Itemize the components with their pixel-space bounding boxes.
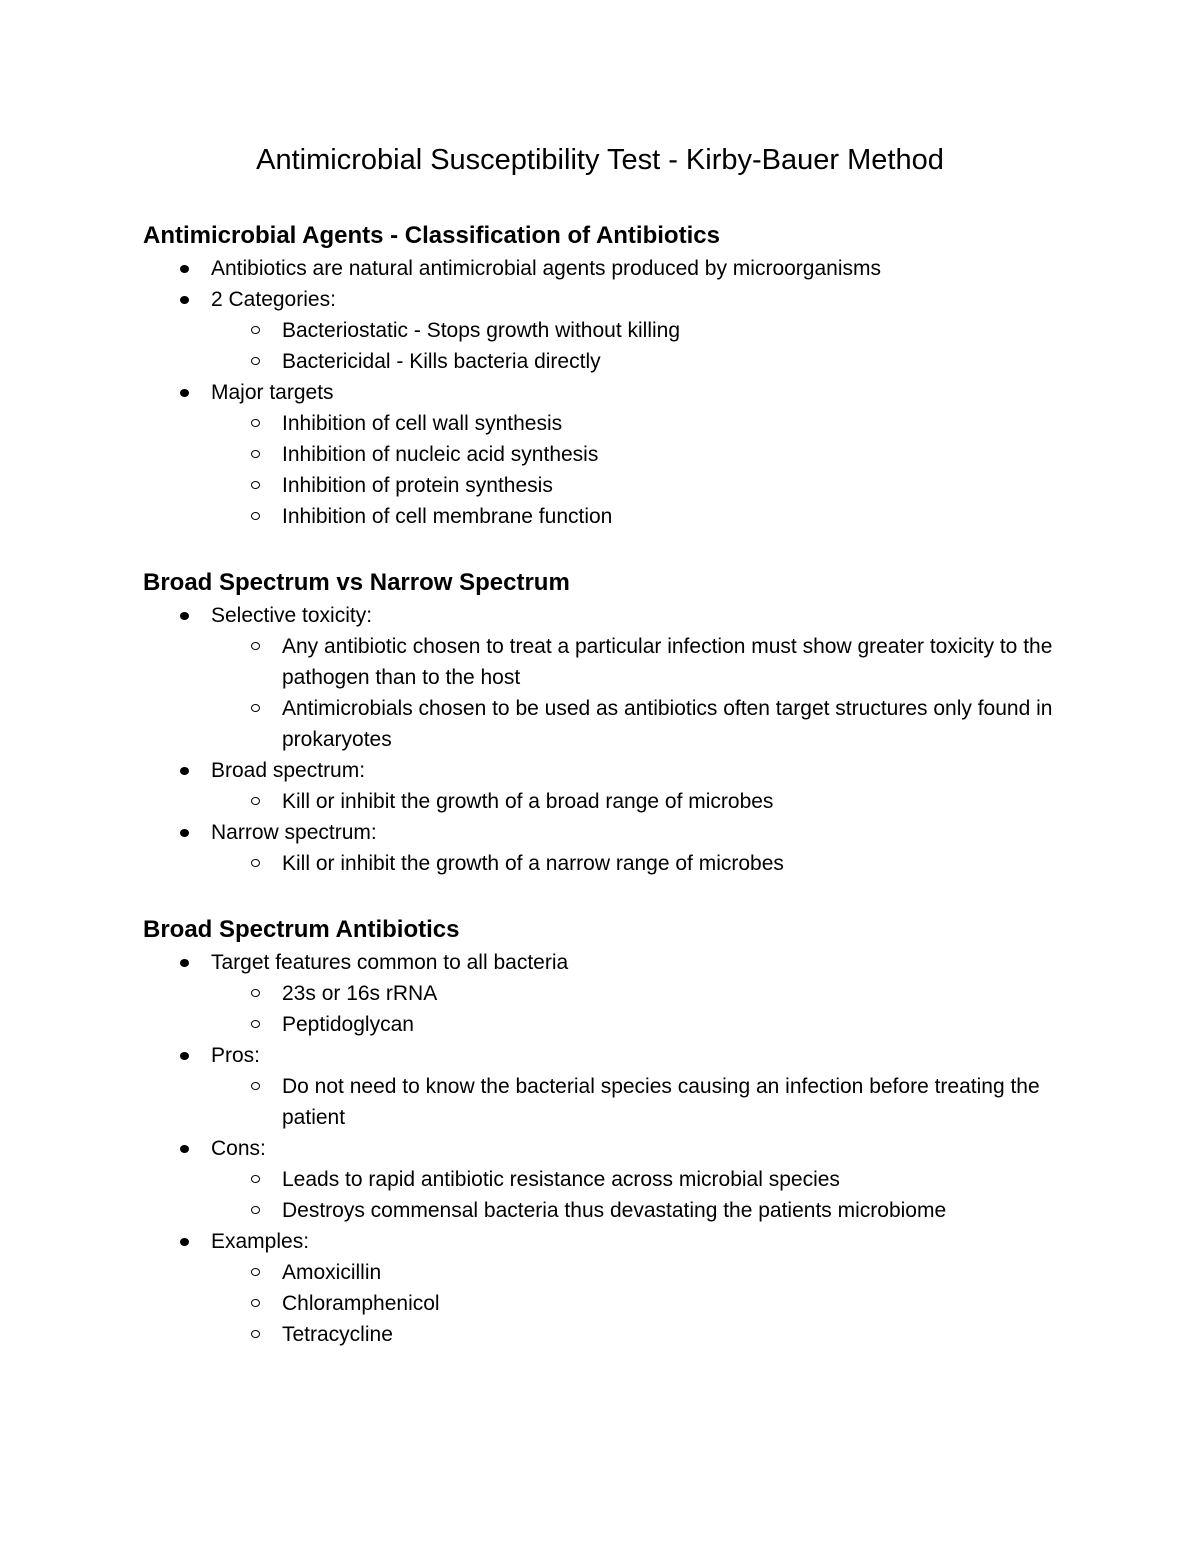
list-item-text: Antibiotics are natural antimicrobial agents produced by microorganisms <box>211 257 881 280</box>
section-heading: Broad Spectrum vs Narrow Spectrum <box>143 569 570 596</box>
sub-list-item <box>143 1195 1103 1226</box>
sub-list-item <box>143 1257 1103 1288</box>
hollow-bullet-icon <box>251 1020 260 1028</box>
filled-bullet-icon <box>180 767 189 775</box>
sub-list-item <box>143 1164 1103 1195</box>
section-heading: Broad Spectrum Antibiotics <box>143 916 460 943</box>
sub-list-item-text: Tetracycline <box>282 1323 393 1346</box>
filled-bullet-icon <box>180 1145 189 1153</box>
hollow-bullet-icon <box>251 642 260 650</box>
sub-list-item-text: Leads to rapid antibiotic resistance across microbial species <box>282 1168 840 1191</box>
hollow-bullet-icon <box>251 512 260 520</box>
list-item-text: Broad spectrum: <box>211 759 366 782</box>
sub-list <box>211 315 1103 377</box>
filled-bullet-icon <box>180 265 189 273</box>
hollow-bullet-icon <box>251 1082 260 1090</box>
list-item <box>143 1040 1103 1133</box>
sub-list-item <box>143 786 1103 817</box>
hollow-bullet-icon <box>251 326 260 334</box>
sub-list-item-text: Kill or inhibit the growth of a broad range of microbes <box>282 790 774 813</box>
hollow-bullet-icon <box>251 1175 260 1183</box>
sub-list-item-text: Any antibiotic chosen to treat a particular infection must show greater toxicity to the pathogen than to the host <box>282 635 1053 689</box>
list-item <box>143 377 1103 532</box>
sub-list <box>211 1071 1103 1133</box>
sub-list-item <box>143 1009 1103 1040</box>
sub-list-item <box>143 408 1103 439</box>
filled-bullet-icon <box>180 829 189 837</box>
document-title: Antimicrobial Susceptibility Test - Kirby-Bauer Method <box>256 144 944 176</box>
sub-list-item-text: Inhibition of nucleic acid synthesis <box>282 443 599 466</box>
filled-bullet-icon <box>180 959 189 967</box>
list-item-text: Pros: <box>211 1044 261 1067</box>
hollow-bullet-icon <box>251 859 260 867</box>
sub-list-item-text: Inhibition of cell wall synthesis <box>282 412 563 435</box>
bullet-list <box>143 947 1103 1350</box>
hollow-bullet-icon <box>251 989 260 997</box>
sub-list-item <box>143 439 1103 470</box>
sub-list-item <box>143 1288 1103 1319</box>
list-item <box>143 755 1103 817</box>
sub-list-item-text: Do not need to know the bacterial species causing an infection before treating the patient <box>282 1075 1040 1129</box>
hollow-bullet-icon <box>251 357 260 365</box>
hollow-bullet-icon <box>251 1299 260 1307</box>
list-item-text: Selective toxicity: <box>211 604 373 627</box>
sub-list-item <box>143 978 1103 1009</box>
sub-list-item-text: Inhibition of protein synthesis <box>282 474 553 497</box>
sub-list <box>211 786 1103 817</box>
filled-bullet-icon <box>180 612 189 620</box>
sub-list-item-text: Inhibition of cell membrane function <box>282 505 613 528</box>
section-spectrum-comparison <box>143 566 1103 879</box>
sub-list <box>211 848 1103 879</box>
filled-bullet-icon <box>180 296 189 304</box>
list-item <box>143 1133 1103 1226</box>
list-item <box>143 817 1103 879</box>
hollow-bullet-icon <box>251 704 260 712</box>
list-item-text: 2 Categories: <box>211 288 336 311</box>
list-item <box>143 1226 1103 1350</box>
filled-bullet-icon <box>180 389 189 397</box>
filled-bullet-icon <box>180 1238 189 1246</box>
sub-list-item-text: Amoxicillin <box>282 1261 382 1284</box>
sub-list <box>211 408 1103 532</box>
hollow-bullet-icon <box>251 419 260 427</box>
bullet-list <box>143 253 1103 532</box>
hollow-bullet-icon <box>251 1268 260 1276</box>
hollow-bullet-icon <box>251 797 260 805</box>
filled-bullet-icon <box>180 1052 189 1060</box>
list-item <box>143 947 1103 1040</box>
sub-list-item <box>143 501 1103 532</box>
sub-list-item-text: Antimicrobials chosen to be used as antibiotics often target structures only found in prokaryotes <box>282 697 1053 751</box>
sub-list-item <box>143 1071 1103 1133</box>
section-broad-spectrum-antibiotics <box>143 913 1103 1350</box>
sub-list <box>211 978 1103 1040</box>
sub-list-item-text: Bacteriostatic - Stops growth without killing <box>282 319 681 342</box>
hollow-bullet-icon <box>251 1330 260 1338</box>
list-item-text: Narrow spectrum: <box>211 821 377 844</box>
section-classification <box>143 219 1103 532</box>
sub-list <box>211 1164 1103 1226</box>
list-item-text: Examples: <box>211 1230 310 1253</box>
list-item-text: Target features common to all bacteria <box>211 951 569 974</box>
sub-list-item <box>143 315 1103 346</box>
list-item-text: Cons: <box>211 1137 266 1160</box>
hollow-bullet-icon <box>251 481 260 489</box>
sub-list-item <box>143 848 1103 879</box>
sub-list-item <box>143 1319 1103 1350</box>
sub-list-item <box>143 631 1103 693</box>
hollow-bullet-icon <box>251 450 260 458</box>
bullet-list <box>143 600 1103 879</box>
sub-list-item <box>143 346 1103 377</box>
sub-list-item-text: Kill or inhibit the growth of a narrow range of microbes <box>282 852 784 875</box>
list-item-text: Major targets <box>211 381 334 404</box>
sub-list-item-text: Bactericidal - Kills bacteria directly <box>282 350 601 373</box>
sub-list-item <box>143 470 1103 501</box>
sub-list <box>211 631 1103 755</box>
hollow-bullet-icon <box>251 1206 260 1214</box>
sub-list-item-text: Chloramphenicol <box>282 1292 440 1315</box>
sub-list-item <box>143 693 1103 755</box>
list-item <box>143 284 1103 377</box>
section-heading: Antimicrobial Agents - Classification of Antibiotics <box>143 222 720 249</box>
list-item <box>143 600 1103 755</box>
sub-list <box>211 1257 1103 1350</box>
sub-list-item-text: 23s or 16s rRNA <box>282 982 438 1005</box>
sub-list-item-text: Destroys commensal bacteria thus devastating the patients microbiome <box>282 1199 947 1222</box>
list-item <box>143 253 1103 284</box>
sub-list-item-text: Peptidoglycan <box>282 1013 414 1036</box>
